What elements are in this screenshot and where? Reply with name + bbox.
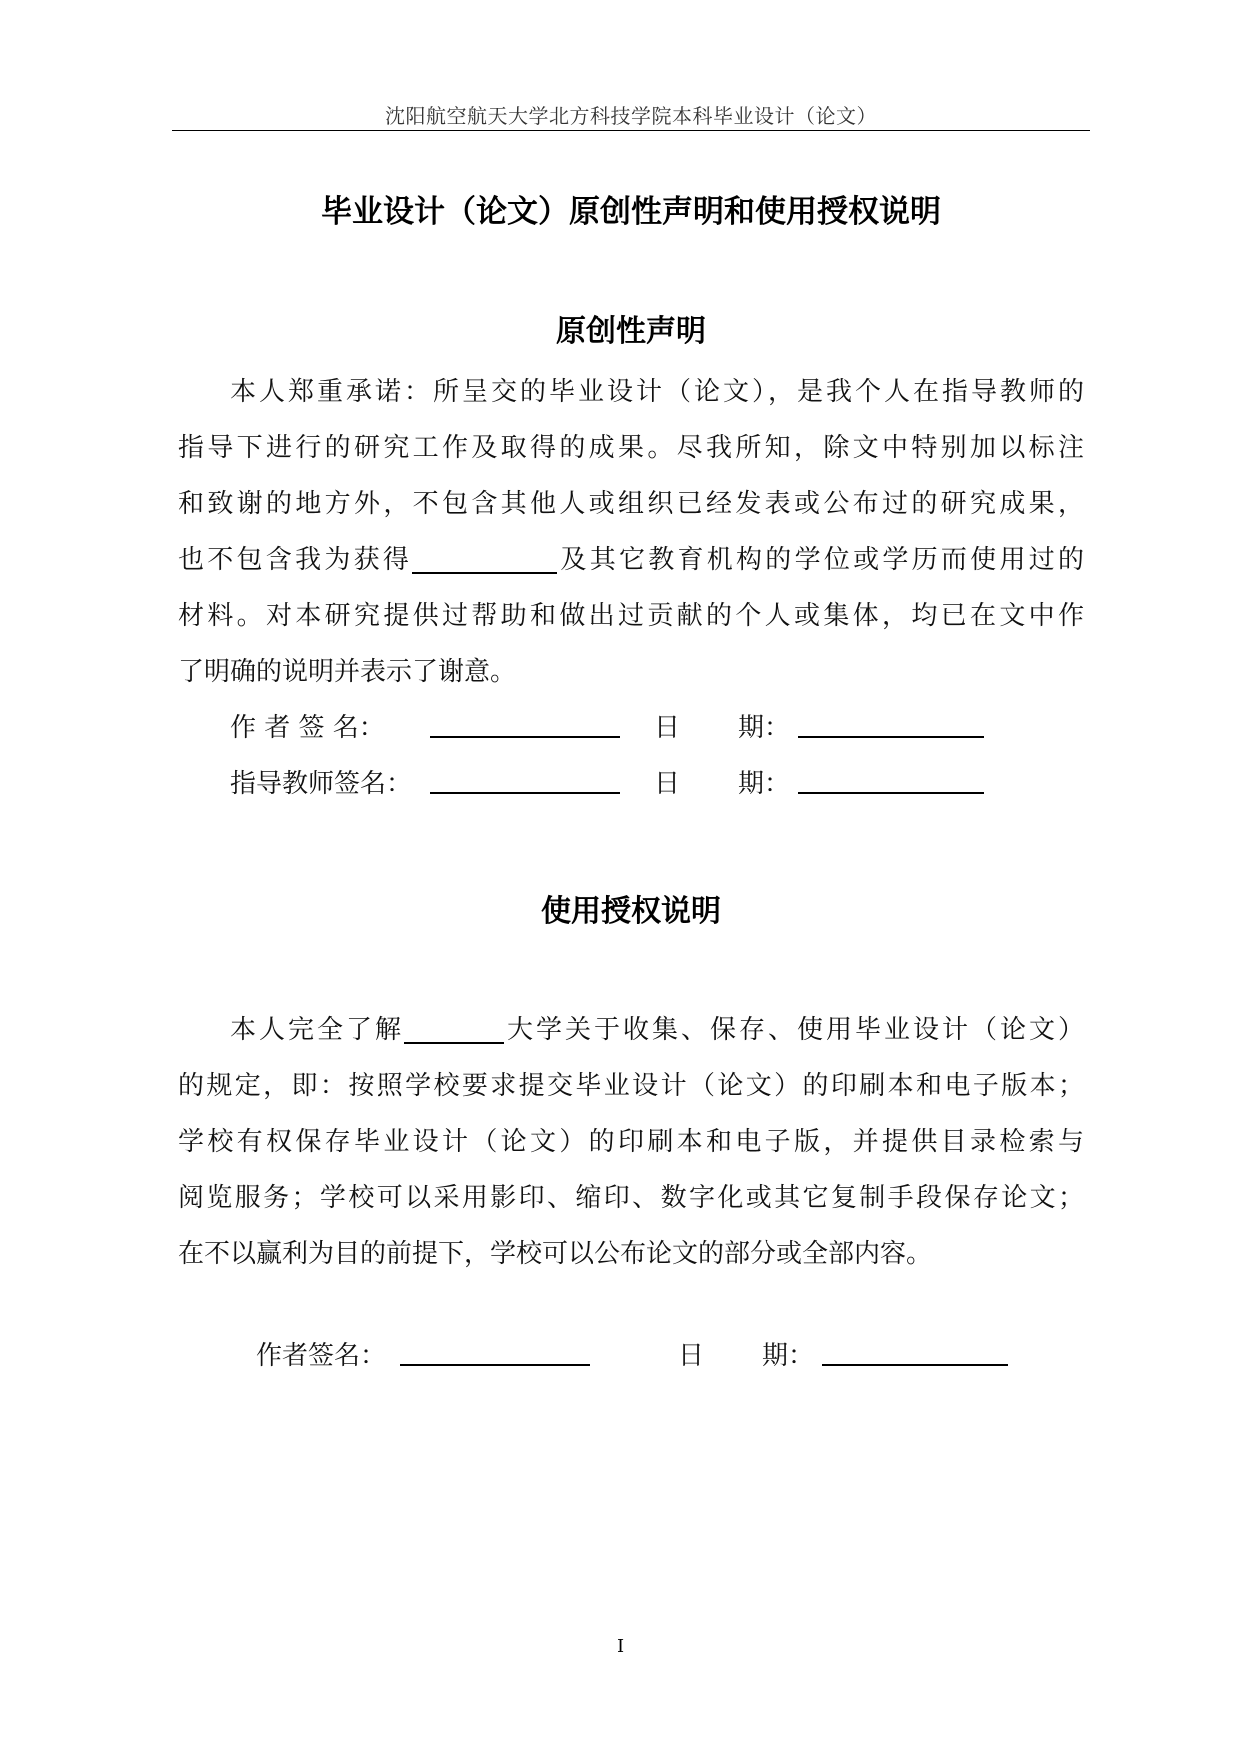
date-label: 日 <box>678 1341 705 1371</box>
running-header: 沈阳航空航天大学北方科技学院本科毕业设计（论文） <box>385 104 877 128</box>
originality-heading: 原创性声明 <box>556 314 706 349</box>
header-rule <box>172 130 1090 131</box>
paragraph-line: 阅览服务；学校可以采用影印、缩印、数字化或其它复制手段保存论文； <box>178 1183 1084 1213</box>
paragraph-line <box>178 532 1084 588</box>
authorization-signature-row <box>256 1328 1056 1384</box>
paragraph-line: 本人郑重承诺：所呈交的毕业设计（论文），是我个人在指导教师的 <box>230 377 1084 407</box>
date-label-suffix: 期： <box>738 713 791 743</box>
university-name-blank[interactable] <box>404 1008 504 1044</box>
paragraph-line: 和致谢的地方外，不包含其他人或组织已经发表或公布过的研究成果， <box>178 489 1084 519</box>
author-signature-row <box>230 700 1030 756</box>
paragraph-fragment: 也不包含我为获得 <box>178 545 413 575</box>
paragraph-line: 在不以赢利为目的前提下，学校可以公布论文的部分或全部内容。 <box>178 1239 933 1269</box>
author-date-line[interactable] <box>798 736 984 738</box>
document-title: 毕业设计（论文）原创性声明和使用授权说明 <box>321 194 941 230</box>
paragraph-line: 指导下进行的研究工作及取得的成果。尽我所知，除文中特别加以标注 <box>178 433 1084 463</box>
page-number: I <box>616 1636 625 1657</box>
date-label-suffix: 期： <box>738 769 791 799</box>
paragraph-line: 了明确的说明并表示了谢意。 <box>178 657 517 687</box>
author-signature-label: 作 者 签 名： <box>230 713 385 743</box>
date-label: 日 <box>654 713 681 743</box>
paragraph-fragment: 及其它教育机构的学位或学历而使用过的 <box>557 545 1084 575</box>
advisor-signature-line[interactable] <box>430 792 620 794</box>
paragraph-line: 材料。对本研究提供过帮助和做出过贡献的个人或集体，均已在文中作 <box>178 601 1084 631</box>
paragraph-line: 的规定，即：按照学校要求提交毕业设计（论文）的印刷本和电子版本； <box>178 1071 1084 1101</box>
originality-paragraph <box>178 364 1084 700</box>
advisor-date-line[interactable] <box>798 792 984 794</box>
advisor-signature-label: 指导教师签名： <box>230 769 413 799</box>
authorization-heading: 使用授权说明 <box>541 894 721 929</box>
date-label-suffix: 期： <box>762 1341 815 1371</box>
paragraph-line: 学校有权保存毕业设计（论文）的印刷本和电子版，并提供目录检索与 <box>178 1127 1084 1157</box>
paragraph-line <box>178 1002 1084 1058</box>
authorization-signature-label: 作者签名： <box>256 1341 387 1371</box>
degree-institution-blank[interactable] <box>412 538 557 574</box>
paragraph-fragment: 本人完全了解 <box>230 1015 404 1045</box>
author-signature-line[interactable] <box>430 736 620 738</box>
date-label: 日 <box>654 769 681 799</box>
paragraph-fragment: 大学关于收集、保存、使用毕业设计（论文） <box>504 1015 1084 1045</box>
advisor-signature-row <box>230 756 1030 812</box>
authorization-paragraph <box>178 1002 1084 1282</box>
authorization-signature-line[interactable] <box>400 1364 590 1366</box>
authorization-date-line[interactable] <box>822 1364 1008 1366</box>
